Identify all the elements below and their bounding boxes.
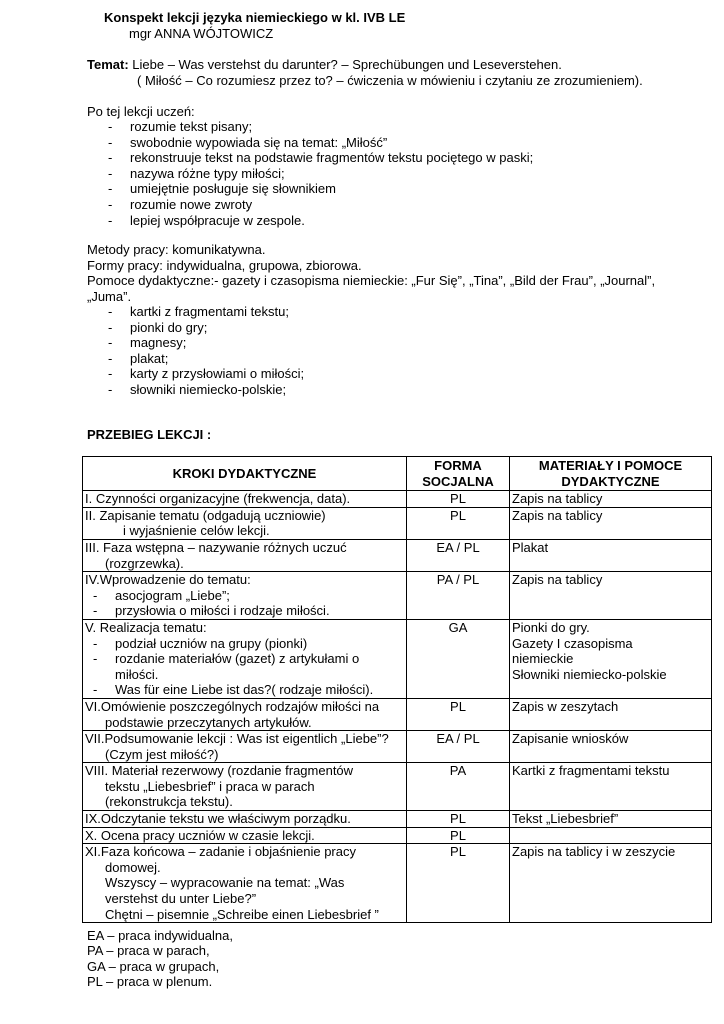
form-cell: PL: [407, 507, 510, 539]
form-cell: PL: [407, 844, 510, 923]
table-row: [83, 539, 712, 571]
table-row: [83, 844, 712, 923]
table-row: [83, 698, 712, 730]
list-item: - słowniki niemiecko-polskie;: [87, 382, 304, 398]
form-cell: PL: [407, 811, 510, 828]
step-cell: II. Zapisanie tematu (odgadują uczniowie) i wyjaśnienie celów lekcji.: [83, 507, 407, 539]
section-title: PRZEBIEG LEKCJI :: [87, 427, 212, 442]
step-cell: IX.Odczytanie tekstu we właściwym porządku.: [83, 811, 407, 828]
form-cell: PL: [407, 827, 510, 844]
materials-cell: Plakat: [510, 539, 712, 571]
list-item: - plakat;: [87, 351, 304, 367]
step-cell: V. Realizacja tematu: - podział uczniów na grupy (pionki) - rozdanie materiałów (gazet) z artykułami o miłości. - Was für eine Liebe ist das?( rodzaje miłości).: [83, 619, 407, 698]
list-item: - swobodnie wypowiada się na temat: „Miłość”: [87, 135, 533, 151]
list-item: - rekonstruuje tekst na podstawie fragmentów tekstu pociętego w paski;: [87, 150, 533, 166]
topic-line-1: [87, 57, 562, 73]
form-cell: EA / PL: [407, 731, 510, 763]
legend-item: EA – praca indywidualna,: [87, 928, 233, 943]
list-item: - lepiej współpracuje w zespole.: [87, 213, 533, 229]
document-title: Konspekt lekcji języka niemieckiego w kl. IVB LE: [104, 10, 406, 25]
topic-text-polish: ( Miłość – Co rozumiesz przez to? – ćwiczenia w mówieniu i czytaniu ze zrozumieniem).: [137, 73, 643, 88]
header-form: FORMA SOCJALNA: [407, 457, 510, 491]
table-row: [83, 619, 712, 698]
form-cell: PL: [407, 491, 510, 508]
form-cell: PA / PL: [407, 572, 510, 620]
table-row: [83, 507, 712, 539]
step-cell: I. Czynności organizacyjne (frekwencja, data).: [83, 491, 407, 508]
table-header-row: [83, 457, 712, 491]
legend-item: PL – praca w plenum.: [87, 974, 213, 989]
step-cell: IV.Wprowadzenie do tematu: - asocjogram „Liebe”; - przysłowia o miłości i rodzaje miłości.: [83, 572, 407, 620]
step-cell: VI.Omówienie poszczególnych rodzajów miłości na podstawie przeczytanych artykułów.: [83, 698, 407, 730]
aids-line-continued: „Juma”.: [87, 289, 132, 304]
form-cell: EA / PL: [407, 539, 510, 571]
aids-list: [87, 304, 304, 398]
step-cell: XI.Faza końcowa – zadanie i objaśnienie pracy domowej. Wszyscy – wypracowanie na temat: „Was verstehst du unter Liebe?” Chętni – pisemnie „Schreibe einen Liebesbrief ”: [83, 844, 407, 923]
author-name: mgr ANNA WÓJTOWICZ: [129, 26, 274, 41]
table-row: [83, 827, 712, 844]
list-item: - rozumie tekst pisany;: [87, 119, 533, 135]
legend-item: PA – praca w parach,: [87, 943, 210, 958]
forms-line: Formy pracy: indywidualna, grupowa, zbiorowa.: [87, 258, 362, 273]
step-cell: III. Faza wstępna – nazywanie różnych uczuć (rozgrzewka).: [83, 539, 407, 571]
materials-cell: [510, 827, 712, 844]
materials-cell: Zapis w zeszytach: [510, 698, 712, 730]
objectives-list: [87, 119, 533, 228]
materials-cell: Zapis na tablicy: [510, 491, 712, 508]
lesson-plan-table: [82, 456, 712, 923]
topic-label: Temat:: [87, 57, 129, 72]
materials-cell: Tekst „Liebesbrief”: [510, 811, 712, 828]
list-item: - nazywa różne typy miłości;: [87, 166, 533, 182]
list-item: - pionki do gry;: [87, 320, 304, 336]
materials-cell: Zapis na tablicy: [510, 572, 712, 620]
form-cell: GA: [407, 619, 510, 698]
header-steps: KROKI DYDAKTYCZNE: [83, 457, 407, 491]
table-row: [83, 763, 712, 811]
step-cell: VII.Podsumowanie lekcji : Was ist eigentlich „Liebe”? (Czym jest miłość?): [83, 731, 407, 763]
legend-item: GA – praca w grupach,: [87, 959, 220, 974]
materials-cell: Zapisanie wniosków: [510, 731, 712, 763]
table-row: [83, 731, 712, 763]
materials-cell: Zapis na tablicy: [510, 507, 712, 539]
objectives-intro: Po tej lekcji uczeń:: [87, 104, 195, 119]
list-item: - umiejętnie posługuje się słownikiem: [87, 181, 533, 197]
header-materials: MATERIAŁY I POMOCE DYDAKTYCZNE: [510, 457, 712, 491]
aids-line: Pomoce dydaktyczne:- gazety i czasopisma niemieckie: „Fur Się”, „Tina”, „Bild der Frau”, „Journal”,: [87, 273, 656, 288]
list-item: - karty z przysłowiami o miłości;: [87, 366, 304, 382]
list-item: - kartki z fragmentami tekstu;: [87, 304, 304, 320]
table-row: [83, 811, 712, 828]
step-cell: VIII. Materiał rezerwowy (rozdanie fragmentów tekstu „Liebesbrief” i praca w parach (rekonstrukcja tekstu).: [83, 763, 407, 811]
list-item: - rozumie nowe zwroty: [87, 197, 533, 213]
materials-cell: Kartki z fragmentami tekstu: [510, 763, 712, 811]
materials-cell: Pionki do gry. Gazety I czasopisma niemieckie Słowniki niemiecko-polskie: [510, 619, 712, 698]
materials-cell: Zapis na tablicy i w zeszycie: [510, 844, 712, 923]
methods-line: Metody pracy: komunikatywna.: [87, 242, 266, 257]
table-row: [83, 572, 712, 620]
topic-text-german: Liebe – Was verstehst du darunter? – Sprechübungen und Leseverstehen.: [132, 57, 562, 72]
form-cell: PL: [407, 698, 510, 730]
table-row: [83, 491, 712, 508]
step-cell: X. Ocena pracy uczniów w czasie lekcji.: [83, 827, 407, 844]
form-cell: PA: [407, 763, 510, 811]
list-item: - magnesy;: [87, 335, 304, 351]
